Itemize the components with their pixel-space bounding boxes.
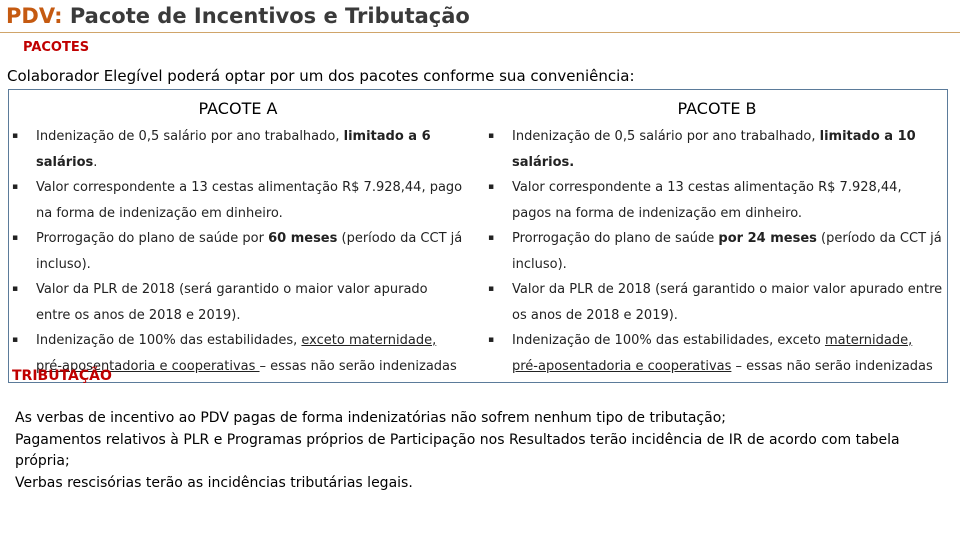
tributacao-line: Pagamentos relativos à PLR e Programas próprios de Participação nos Resultados terão incidência de IR de acordo com tabela própria; bbox=[15, 431, 900, 469]
item-bold: limitado a 10 salários. bbox=[512, 129, 916, 170]
package-b-item bbox=[488, 124, 943, 175]
package-b-item bbox=[488, 328, 943, 379]
item-text: – essas não serão indenizadas bbox=[259, 358, 457, 374]
intro-text: Colaborador Elegível poderá optar por um dos pacotes conforme sua conveniência: bbox=[7, 67, 635, 85]
item-text: (período da CCT já incluso). bbox=[36, 231, 463, 272]
bullet-icon: ▪ bbox=[488, 233, 495, 243]
item-bold: 60 meses bbox=[268, 231, 338, 246]
item-text: Valor da PLR de 2018 (será garantido o maior valor apurado entre os anos de 2018 e 2019). bbox=[36, 282, 428, 323]
tributacao-text bbox=[15, 408, 950, 494]
item-underline: maternidade, bbox=[824, 333, 913, 348]
item-text: Valor correspondente a 13 cestas alimentação R$ 7.928,44, pagos na forma de indenização em dinheiro. bbox=[512, 180, 902, 221]
package-b-title: PACOTE B bbox=[677, 99, 757, 118]
title-prefix: PDV: bbox=[6, 4, 63, 28]
bullet-icon: ▪ bbox=[488, 182, 495, 192]
bullet-icon: ▪ bbox=[12, 182, 19, 192]
package-a-item bbox=[12, 277, 464, 328]
item-bold: limitado a 6 salários bbox=[36, 129, 431, 170]
tributacao-line: As verbas de incentivo ao PDV pagas de forma indenizatórias não sofrem nenhum tipo de tributação; bbox=[15, 410, 726, 426]
package-a-title: PACOTE A bbox=[198, 99, 278, 118]
item-text: Valor correspondente a 13 cestas alimentação R$ 7.928,44, pago na forma de indenização em dinheiro. bbox=[36, 180, 463, 221]
item-text: Indenização de 0,5 salário por ano trabalhado, bbox=[36, 129, 344, 144]
bullet-icon: ▪ bbox=[12, 335, 19, 345]
bullet-icon: ▪ bbox=[12, 131, 19, 141]
item-text: . bbox=[93, 154, 98, 170]
page-title bbox=[6, 4, 470, 28]
item-underline: exceto maternidade, pré-aposentadoria e cooperativas bbox=[36, 333, 437, 374]
item-text: Valor da PLR de 2018 (será garantido o maior valor apurado entre os anos de 2018 e 2019). bbox=[512, 282, 943, 323]
package-b-item bbox=[488, 175, 943, 226]
tributacao-line: Verbas rescisórias terão as incidências tributárias legais. bbox=[15, 474, 413, 491]
package-a-item bbox=[12, 124, 464, 175]
item-text: – essas não serão indenizadas bbox=[731, 358, 933, 374]
item-text: (período da CCT já incluso). bbox=[512, 231, 942, 272]
package-a-item bbox=[12, 175, 464, 226]
package-b-item bbox=[488, 226, 943, 277]
bullet-icon: ▪ bbox=[488, 131, 495, 141]
package-b-list bbox=[488, 124, 943, 379]
item-text: Indenização de 100% das estabilidades, exceto bbox=[512, 333, 825, 348]
item-text: Indenização de 100% das estabilidades, bbox=[36, 333, 302, 348]
package-a-list bbox=[12, 124, 464, 379]
item-text: Prorrogação do plano de saúde por bbox=[36, 231, 269, 246]
bullet-icon: ▪ bbox=[488, 284, 495, 294]
bullet-icon: ▪ bbox=[12, 284, 19, 294]
title-text: Pacote de Incentivos e Tributação bbox=[69, 4, 470, 28]
package-a-item bbox=[12, 226, 464, 277]
item-bold: por 24 meses bbox=[718, 231, 817, 246]
bullet-icon: ▪ bbox=[488, 335, 495, 345]
title-divider bbox=[0, 32, 960, 33]
section-label: PACOTES bbox=[23, 40, 90, 55]
bullet-icon: ▪ bbox=[12, 233, 19, 243]
item-text: Prorrogação do plano de saúde bbox=[512, 231, 719, 246]
item-underline: pré-aposentadoria e cooperativas bbox=[512, 358, 732, 374]
item-text: Indenização de 0,5 salário por ano trabalhado, bbox=[512, 129, 820, 144]
tributacao-heading: TRIBUTAÇÃO bbox=[12, 368, 112, 384]
package-b-item bbox=[488, 277, 943, 328]
